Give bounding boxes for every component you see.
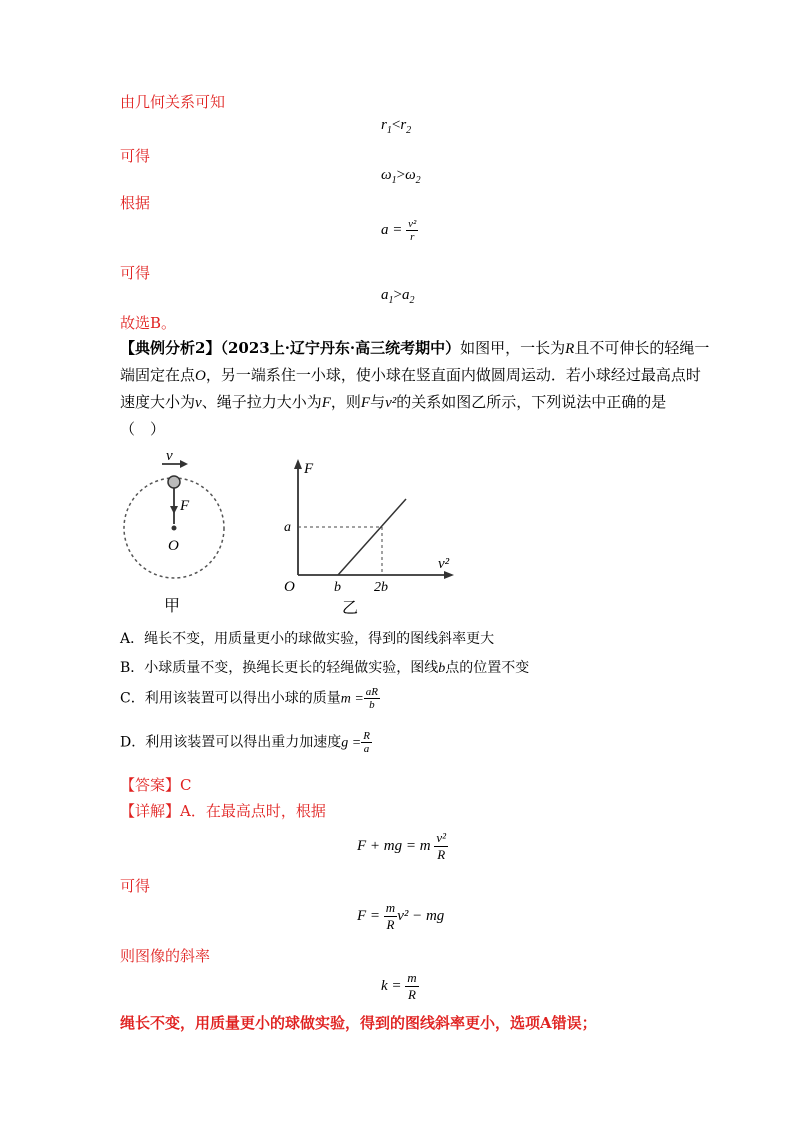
- label-origin: O: [284, 579, 295, 595]
- y-axis-arrowhead: [294, 459, 302, 469]
- figure-yi: [278, 455, 478, 620]
- text-keyi-3: 可得: [120, 877, 151, 895]
- question-paren: （ ）: [120, 420, 166, 438]
- equation-a-v2-r: a = $\frac{\text{v²}}{r}$: [381, 218, 417, 243]
- text-genju: 根据: [120, 194, 151, 212]
- graph-line: [338, 499, 406, 575]
- axis-label-F: F: [304, 461, 314, 477]
- label-jia: 甲: [164, 598, 181, 615]
- option-A: A．绳长不变，用质量更小的球做实验，得到的图线斜率更大: [120, 631, 495, 647]
- text-final: 绳长不变，用质量更小的球做实验，得到的图线斜率更小，选项A错误；: [120, 1014, 597, 1032]
- text-keyi-1: 可得: [120, 147, 151, 165]
- question-line-2: 端固定在点O，另一端系住一小球，使小球在竖直面内做圆周运动．若小球经过最高点时: [120, 366, 701, 384]
- option-D: D．利用该装置可以得出重力加速度g = $\frac{R}{a}$: [120, 730, 370, 755]
- label-yi: 乙: [342, 600, 359, 617]
- question-line-3: 速度大小为v、绳子拉力大小为F，则F与v²的关系如图乙所示，下列说法中正确的是: [120, 393, 667, 411]
- label-2b: 2b: [374, 580, 388, 595]
- text-geometry: 由几何关系可知: [120, 93, 226, 111]
- velocity-arrowhead: [180, 460, 188, 468]
- text-conclusion: 故选B。: [120, 314, 177, 332]
- detail-intro: 【详解】A．在最高点时，根据: [120, 802, 326, 820]
- ball: [168, 476, 180, 488]
- option-B: B．小球质量不变，换绳长更长的轻绳做实验，图线b点的位置不变: [120, 660, 530, 676]
- equation-omega: $\omega_1>\omega_2$: [381, 167, 421, 186]
- label-O: O: [168, 538, 179, 554]
- answer: 【答案】C: [120, 776, 192, 794]
- text-slope: 则图像的斜率: [120, 947, 211, 965]
- equation-a1-a2: $a_1>a_2$: [381, 287, 415, 306]
- equation-k: k = $\frac{m}{R}$: [381, 970, 417, 1002]
- equation-r1-r2: $r_1<r_2$: [381, 117, 412, 136]
- x-axis-arrowhead: [444, 571, 454, 579]
- question-line-1: 【典例分析2】（2023上·辽宁丹东·高三统考期中）如图甲，一长为R且不可伸长的轻绳一: [120, 339, 710, 357]
- label-b: b: [334, 580, 341, 595]
- force-arrowhead: [170, 506, 178, 514]
- label-v: v: [166, 448, 173, 464]
- axis-label-v2: v²: [438, 556, 450, 572]
- equation-F: F = $\frac{m}{R}$ v² − mg: [357, 900, 445, 932]
- equation-force: F + mg = m $\frac{\text{v²}}{R}$: [357, 830, 446, 862]
- figure-jia: [118, 448, 238, 618]
- center-point: [172, 526, 177, 531]
- label-a: a: [284, 520, 291, 535]
- text-keyi-2: 可得: [120, 264, 151, 282]
- label-F: F: [180, 498, 190, 514]
- option-C: C．利用该装置可以得出小球的质量m = $\frac{aR}{b}$: [120, 686, 379, 711]
